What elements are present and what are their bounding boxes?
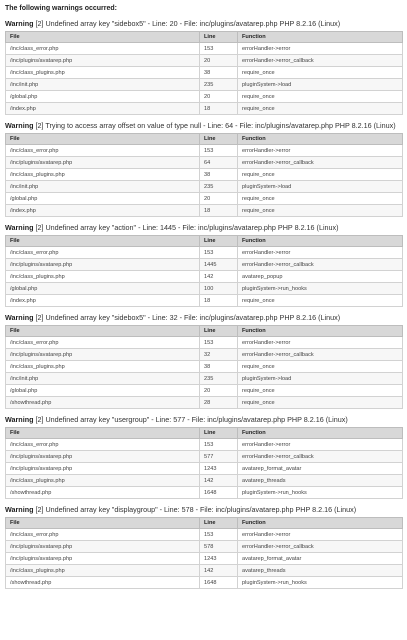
cell-file: /inc/class_plugins.php — [6, 67, 200, 79]
cell-function: errorHandler->error — [238, 439, 403, 451]
backtrace-table — [5, 325, 403, 409]
backtrace-body — [6, 529, 403, 589]
warning-title — [5, 313, 402, 322]
cell-line: 18 — [200, 103, 238, 115]
header-row — [6, 428, 403, 439]
table-row — [6, 349, 403, 361]
cell-function: errorHandler->error_callback — [238, 349, 403, 361]
cell-function: errorHandler->error — [238, 529, 403, 541]
cell-line: 64 — [200, 157, 238, 169]
cell-line: 142 — [200, 271, 238, 283]
backtrace-header — [6, 236, 403, 247]
table-row — [6, 169, 403, 181]
table-row — [6, 385, 403, 397]
cell-line: 153 — [200, 247, 238, 259]
cell-function: avatarep_threads — [238, 565, 403, 577]
cell-file: /showthread.php — [6, 397, 200, 409]
warning-label: Warning — [5, 223, 34, 232]
backtrace-header — [6, 518, 403, 529]
table-row — [6, 205, 403, 217]
warnings-heading: The following warnings occurred: — [5, 5, 118, 12]
warning-label: Warning — [5, 505, 34, 514]
table-row — [6, 337, 403, 349]
header-function: Function — [238, 236, 403, 247]
cell-file: /inc/class_error.php — [6, 43, 200, 55]
cell-line: 577 — [200, 451, 238, 463]
warning-block — [5, 505, 402, 589]
cell-line: 235 — [200, 181, 238, 193]
table-row — [6, 283, 403, 295]
cell-file: /inc/class_plugins.php — [6, 169, 200, 181]
warning-message: Undefined array key "sidebox5" - Line: 32 - File: inc/plugins/avatarep.php PHP 8.2.16 (Linux) — [45, 313, 341, 322]
cell-line: 142 — [200, 475, 238, 487]
cell-line: 38 — [200, 67, 238, 79]
warning-message: Undefined array key "displaygroup" - Line: 578 - File: inc/plugins/avatarep.php PHP 8.2.16 (Linux) — [45, 505, 357, 514]
cell-line: 1648 — [200, 487, 238, 499]
header-file: File — [6, 32, 200, 43]
cell-file: /inc/class_plugins.php — [6, 271, 200, 283]
table-row — [6, 451, 403, 463]
cell-file: /inc/plugins/avatarep.php — [6, 349, 200, 361]
cell-function: errorHandler->error_callback — [238, 55, 403, 67]
header-row — [6, 236, 403, 247]
cell-file: /inc/plugins/avatarep.php — [6, 157, 200, 169]
cell-line: 153 — [200, 43, 238, 55]
warning-code: [2] — [33, 223, 46, 232]
backtrace-table — [5, 31, 403, 115]
backtrace-table — [5, 517, 403, 589]
warning-label: Warning — [5, 313, 34, 322]
table-row — [6, 529, 403, 541]
cell-function: avatarep_format_avatar — [238, 553, 403, 565]
table-row — [6, 271, 403, 283]
warnings-list — [5, 19, 402, 589]
header-line: Line — [200, 518, 238, 529]
cell-file: /inc/class_error.php — [6, 145, 200, 157]
cell-line: 20 — [200, 91, 238, 103]
table-row — [6, 295, 403, 307]
warning-message: Undefined array key "sidebox5" - Line: 20 - File: inc/plugins/avatarep.php PHP 8.2.16 (Linux) — [45, 19, 341, 28]
warning-block — [5, 415, 402, 499]
cell-file: /index.php — [6, 295, 200, 307]
warning-label: Warning — [5, 121, 34, 130]
header-row — [6, 134, 403, 145]
cell-function: pluginSystem->run_hooks — [238, 283, 403, 295]
cell-function: errorHandler->error — [238, 43, 403, 55]
warning-block — [5, 19, 402, 115]
cell-file: /global.php — [6, 385, 200, 397]
cell-file: /inc/plugins/avatarep.php — [6, 541, 200, 553]
warning-block — [5, 223, 402, 307]
header-file: File — [6, 236, 200, 247]
header-file: File — [6, 326, 200, 337]
cell-file: /global.php — [6, 193, 200, 205]
cell-function: pluginSystem->load — [238, 79, 403, 91]
backtrace-header — [6, 326, 403, 337]
table-row — [6, 577, 403, 589]
table-row — [6, 541, 403, 553]
cell-line: 1648 — [200, 577, 238, 589]
header-line: Line — [200, 32, 238, 43]
table-row — [6, 463, 403, 475]
cell-function: errorHandler->error_callback — [238, 541, 403, 553]
header-function: Function — [238, 428, 403, 439]
cell-file: /inc/plugins/avatarep.php — [6, 259, 200, 271]
cell-line: 20 — [200, 193, 238, 205]
backtrace-body — [6, 247, 403, 307]
header-function: Function — [238, 518, 403, 529]
header-row — [6, 326, 403, 337]
backtrace-body — [6, 145, 403, 217]
cell-function: pluginSystem->run_hooks — [238, 577, 403, 589]
cell-function: pluginSystem->load — [238, 181, 403, 193]
cell-line: 20 — [200, 55, 238, 67]
warning-message: Undefined array key "action" - Line: 1445 - File: inc/plugins/avatarep.php PHP 8.2.16 (Linux) — [45, 223, 339, 232]
cell-function: pluginSystem->run_hooks — [238, 487, 403, 499]
warning-title — [5, 121, 402, 130]
backtrace-table — [5, 235, 403, 307]
cell-function: errorHandler->error — [238, 337, 403, 349]
table-row — [6, 553, 403, 565]
cell-file: /inc/class_error.php — [6, 529, 200, 541]
warning-message: Undefined array key "usergroup" - Line: 577 - File: inc/plugins/avatarep.php PHP 8.2.16 (Linux) — [45, 415, 348, 424]
cell-function: avatarep_threads — [238, 475, 403, 487]
cell-line: 32 — [200, 349, 238, 361]
table-row — [6, 103, 403, 115]
table-row — [6, 55, 403, 67]
warning-message: Trying to access array offset on value of type null - Line: 64 - File: inc/plugins/avatarep.php PHP 8.2.16 (Linux) — [45, 121, 396, 130]
cell-file: /inc/init.php — [6, 373, 200, 385]
cell-function: require_once — [238, 169, 403, 181]
cell-function: errorHandler->error_callback — [238, 157, 403, 169]
cell-file: /inc/plugins/avatarep.php — [6, 553, 200, 565]
table-row — [6, 67, 403, 79]
cell-line: 235 — [200, 79, 238, 91]
cell-function: pluginSystem->load — [238, 373, 403, 385]
cell-line: 1445 — [200, 259, 238, 271]
cell-file: /inc/class_plugins.php — [6, 361, 200, 373]
cell-file: /inc/plugins/avatarep.php — [6, 463, 200, 475]
cell-file: /inc/plugins/avatarep.php — [6, 451, 200, 463]
cell-function: require_once — [238, 295, 403, 307]
header-row — [6, 32, 403, 43]
backtrace-header — [6, 32, 403, 43]
table-row — [6, 145, 403, 157]
cell-line: 235 — [200, 373, 238, 385]
table-row — [6, 475, 403, 487]
cell-line: 153 — [200, 439, 238, 451]
cell-line: 20 — [200, 385, 238, 397]
warning-block — [5, 121, 402, 217]
cell-file: /showthread.php — [6, 577, 200, 589]
cell-file: /index.php — [6, 103, 200, 115]
cell-function: require_once — [238, 361, 403, 373]
header-line: Line — [200, 326, 238, 337]
cell-function: require_once — [238, 103, 403, 115]
warning-code: [2] — [33, 121, 46, 130]
cell-line: 1243 — [200, 463, 238, 475]
cell-function: require_once — [238, 385, 403, 397]
backtrace-table — [5, 133, 403, 217]
cell-line: 28 — [200, 397, 238, 409]
table-row — [6, 259, 403, 271]
header-line: Line — [200, 134, 238, 145]
warning-title — [5, 19, 402, 28]
table-row — [6, 157, 403, 169]
cell-file: /inc/init.php — [6, 79, 200, 91]
cell-line: 38 — [200, 169, 238, 181]
table-row — [6, 439, 403, 451]
header-function: Function — [238, 326, 403, 337]
cell-line: 100 — [200, 283, 238, 295]
cell-function: errorHandler->error_callback — [238, 259, 403, 271]
backtrace-header — [6, 134, 403, 145]
header-line: Line — [200, 428, 238, 439]
table-row — [6, 397, 403, 409]
cell-file: /index.php — [6, 205, 200, 217]
table-row — [6, 43, 403, 55]
table-row — [6, 181, 403, 193]
table-row — [6, 487, 403, 499]
table-row — [6, 193, 403, 205]
cell-line: 142 — [200, 565, 238, 577]
cell-line: 153 — [200, 337, 238, 349]
cell-line: 18 — [200, 205, 238, 217]
cell-file: /inc/class_error.php — [6, 337, 200, 349]
cell-function: require_once — [238, 193, 403, 205]
cell-function: avatarep_popup — [238, 271, 403, 283]
cell-file: /inc/init.php — [6, 181, 200, 193]
warning-code: [2] — [33, 19, 46, 28]
warning-code: [2] — [33, 313, 46, 322]
cell-function: require_once — [238, 67, 403, 79]
cell-file: /global.php — [6, 91, 200, 103]
cell-line: 153 — [200, 145, 238, 157]
cell-file: /global.php — [6, 283, 200, 295]
warning-block — [5, 313, 402, 409]
table-row — [6, 565, 403, 577]
cell-file: /inc/class_error.php — [6, 439, 200, 451]
cell-function: require_once — [238, 397, 403, 409]
warning-title — [5, 415, 402, 424]
cell-file: /inc/class_error.php — [6, 247, 200, 259]
cell-function: errorHandler->error — [238, 247, 403, 259]
header-file: File — [6, 518, 200, 529]
cell-file: /inc/plugins/avatarep.php — [6, 55, 200, 67]
cell-line: 1243 — [200, 553, 238, 565]
warning-code: [2] — [33, 415, 46, 424]
cell-line: 38 — [200, 361, 238, 373]
cell-function: errorHandler->error — [238, 145, 403, 157]
table-row — [6, 91, 403, 103]
cell-function: require_once — [238, 205, 403, 217]
warning-title — [5, 223, 402, 232]
header-function: Function — [238, 134, 403, 145]
backtrace-body — [6, 439, 403, 499]
header-line: Line — [200, 236, 238, 247]
table-row — [6, 373, 403, 385]
warning-code: [2] — [33, 505, 46, 514]
warning-title — [5, 505, 402, 514]
cell-function: require_once — [238, 91, 403, 103]
header-function: Function — [238, 32, 403, 43]
table-row — [6, 79, 403, 91]
cell-file: /inc/class_plugins.php — [6, 565, 200, 577]
cell-file: /inc/class_plugins.php — [6, 475, 200, 487]
backtrace-body — [6, 43, 403, 115]
backtrace-table — [5, 427, 403, 499]
warning-label: Warning — [5, 415, 34, 424]
cell-line: 18 — [200, 295, 238, 307]
cell-file: /showthread.php — [6, 487, 200, 499]
table-row — [6, 361, 403, 373]
header-file: File — [6, 134, 200, 145]
header-row — [6, 518, 403, 529]
cell-function: avatarep_format_avatar — [238, 463, 403, 475]
warning-label: Warning — [5, 19, 34, 28]
header-file: File — [6, 428, 200, 439]
cell-function: errorHandler->error_callback — [238, 451, 403, 463]
cell-line: 578 — [200, 541, 238, 553]
table-row — [6, 247, 403, 259]
backtrace-body — [6, 337, 403, 409]
cell-line: 153 — [200, 529, 238, 541]
backtrace-header — [6, 428, 403, 439]
